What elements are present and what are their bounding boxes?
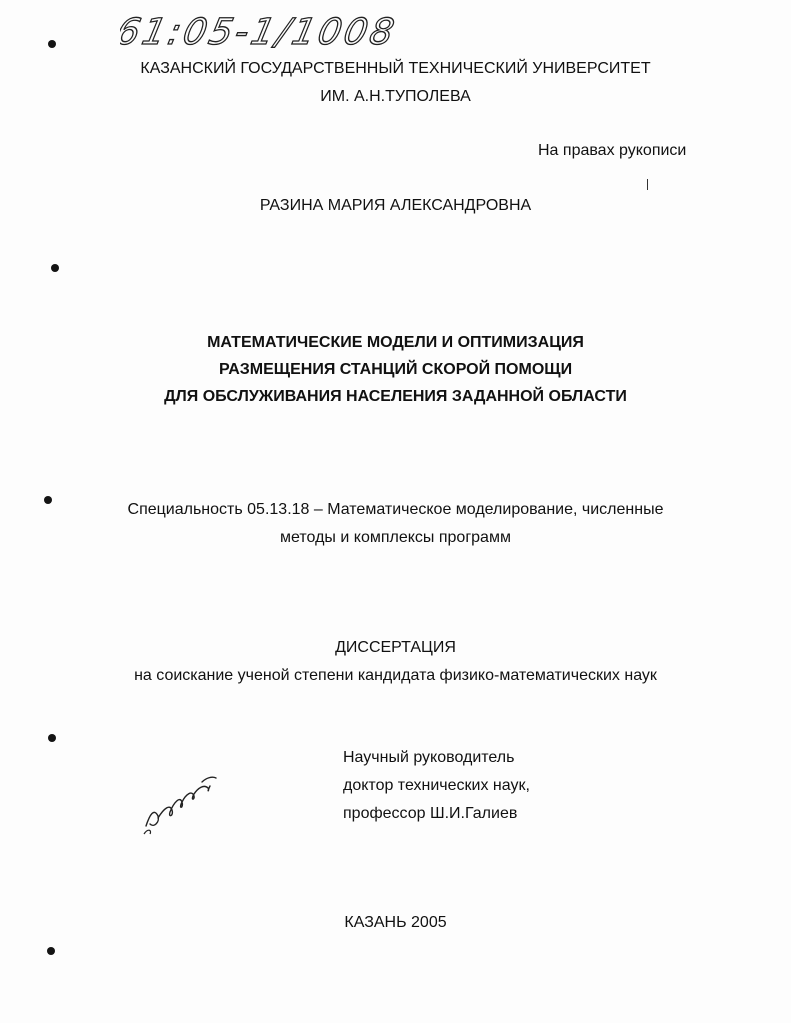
city-year: КАЗАНЬ 2005 [344, 914, 447, 931]
binder-hole-5 [47, 947, 55, 955]
supervisor-name: профессор Ш.И.Галиев [343, 805, 518, 822]
thesis-title-line-1: МАТЕМАТИЧЕСКИЕ МОДЕЛИ И ОПТИМИЗАЦИЯ [207, 334, 584, 351]
university-name: КАЗАНСКИЙ ГОСУДАРСТВЕННЫЙ ТЕХНИЧЕСКИЙ УНИВЕРСИТЕТ [140, 60, 651, 77]
binder-hole-1 [48, 40, 56, 48]
thesis-title-line-3: ДЛЯ ОБСЛУЖИВАНИЯ НАСЕЛЕНИЯ ЗАДАННОЙ ОБЛАСТИ [164, 388, 627, 405]
degree-purpose: на соискание ученой степени кандидата физико-математических наук [134, 667, 657, 684]
handwritten-archive-number [120, 8, 420, 52]
university-named-after: ИМ. А.Н.ТУПОЛЕВА [320, 88, 471, 105]
specialty-line-1: Специальность 05.13.18 – Математическое моделирование, численные [127, 501, 664, 518]
thesis-title-line-2: РАЗМЕЩЕНИЯ СТАНЦИЙ СКОРОЙ ПОМОЩИ [218, 361, 573, 378]
rights-note: На правах рукописи [538, 142, 687, 159]
binder-hole-4 [48, 734, 56, 742]
archive-number-text: 61:05-1/1008 [120, 10, 401, 52]
scan-mark [647, 179, 648, 190]
supervisor-degree: доктор технических наук, [343, 777, 530, 794]
document-type: ДИССЕРТАЦИЯ [335, 639, 456, 656]
author-signature [140, 768, 220, 838]
supervisor-role: Научный руководитель [343, 749, 515, 766]
binder-hole-2 [51, 264, 59, 272]
specialty-line-2: методы и комплексы программ [280, 529, 511, 546]
author-name: РАЗИНА МАРИЯ АЛЕКСАНДРОВНА [259, 197, 532, 214]
